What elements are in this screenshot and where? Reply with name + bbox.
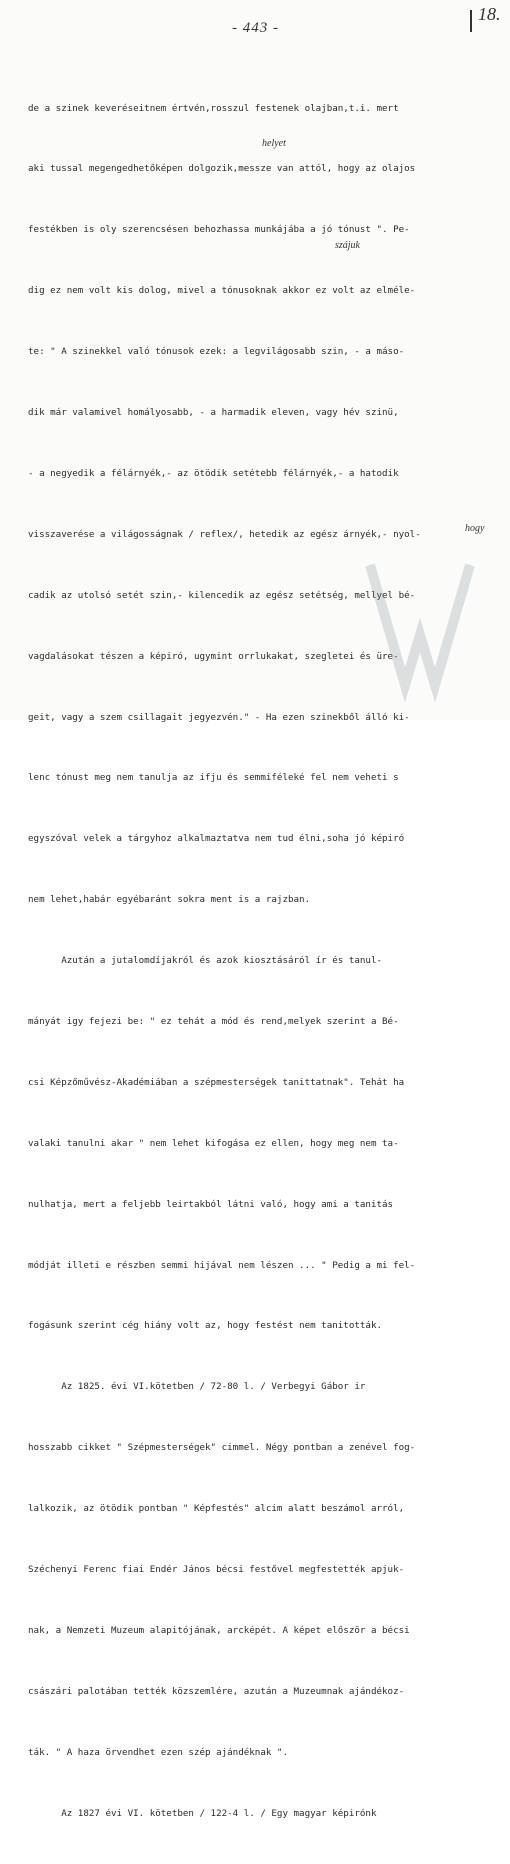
- text-line: lenc tónust meg nem tanulja az ifju és semmiféleké fel nem veheti s: [28, 772, 399, 784]
- text-line: lalkozik, az ötödik pontban " Képfestés" alcim alatt beszámol arról,: [28, 1503, 405, 1515]
- text-line: nak, a Nemzeti Muzeum alapitójának, arcképét. A képet először a bécsi: [28, 1624, 410, 1636]
- text-line: - a negyedik a félárnyék,- az ötödik setétebb félárnyék,- a hatodik: [28, 467, 399, 479]
- text-line: dig ez nem volt kis dolog, mivel a tónusoknak akkor ez volt az elméle-: [28, 285, 416, 297]
- corner-number: 18.: [478, 4, 501, 24]
- text-line: festékben is oly szerencsésen behozhassa munkájába a jó tónust ". Pe-: [28, 224, 410, 236]
- text-line: nulhatja, mert a feljebb leirtakból látni való, hogy ami a tanitás: [28, 1198, 394, 1210]
- page-number: - 443 -: [232, 20, 279, 36]
- text-line: te: " A szinekkel való tónusok ezek: a legvilágosabb szin, - a máso-: [28, 346, 405, 358]
- text-line: csi Képzőművész-Akadémiában a szépmesterségek tanittatnak". Tehát ha: [28, 1076, 405, 1088]
- text-line: egyszóval velek a tárgyhoz alkalmaztatva nem tud élni,soha jó képiró: [28, 833, 405, 845]
- text-line: de a szinek keveréseitnem értvén,rosszul festenek olajban,t.i. mert: [28, 102, 399, 114]
- text-line: hosszabb cikket " Szépmesterségek" cimmel. Négy pontban a zenével fog-: [28, 1442, 416, 1454]
- text-line: Széchenyi Ferenc fiai Endér János bécsi festővel megfestették apjuk-: [28, 1563, 405, 1575]
- handwritten-note: hogy: [465, 523, 485, 534]
- text-line: ták. " A haza örvendhet ezen szép ajándéknak ".: [28, 1746, 288, 1758]
- text-line: császári palotában tették közszemlére, azután a Muzeumnak ajándékoz-: [28, 1685, 405, 1697]
- text-line: valaki tanulni akar " nem lehet kifogása ez ellen, hogy meg nem ta-: [28, 1137, 399, 1149]
- handwritten-note: szájuk: [335, 240, 360, 251]
- text-line: Azután a jutalomdíjakról és azok kiosztásáról ír és tanul-: [28, 955, 383, 967]
- text-line: geit, vagy a szem csillagait jegyezvén." - Ha ezen szinekből álló ki-: [28, 711, 410, 723]
- text-line: mányát igy fejezi be: " ez tehát a mód és rend,melyek szerint a Bé-: [28, 1015, 399, 1027]
- text-line: Az 1827 évi VI. kötetben / 122-4 l. / Egy magyar képirónk: [28, 1807, 377, 1819]
- text-line: módját illeti e részben semmi hijával nem lészen ... " Pedig a mi fel-: [28, 1259, 416, 1271]
- text-line: nem lehet,habár egyébaránt sokra ment is a rajzban.: [28, 894, 311, 906]
- text-line: Az 1825. évi VI.kötetben / 72-80 l. / Verbegyi Gábor ir: [28, 1381, 366, 1393]
- text-line: vagdalásokat tészen a képiró, ugymint orrlukakat, szegletei és üre-: [28, 650, 399, 662]
- text-line: aki tussal megengedhetőképen dolgozik,messze van attól, hogy az olajos: [28, 163, 416, 175]
- handwritten-note: helyet: [262, 138, 286, 149]
- watermark-logo: [365, 555, 475, 695]
- text-line: dik már valamivel homályosabb, - a harmadik eleven, vagy hév szinü,: [28, 407, 399, 419]
- text-line: visszaverése a világosságnak / reflex/, hetedik az egész árnyék,- nyol-: [28, 528, 421, 540]
- corner-mark: [470, 10, 472, 32]
- body-text: [28, 58, 492, 1864]
- text-line: cadik az utolsó setét szin,- kilencedik az egész setétség, mellyel bé-: [28, 589, 416, 601]
- text-line: fogásunk szerint cég hiány volt az, hogy festést nem tanitották.: [28, 1320, 383, 1332]
